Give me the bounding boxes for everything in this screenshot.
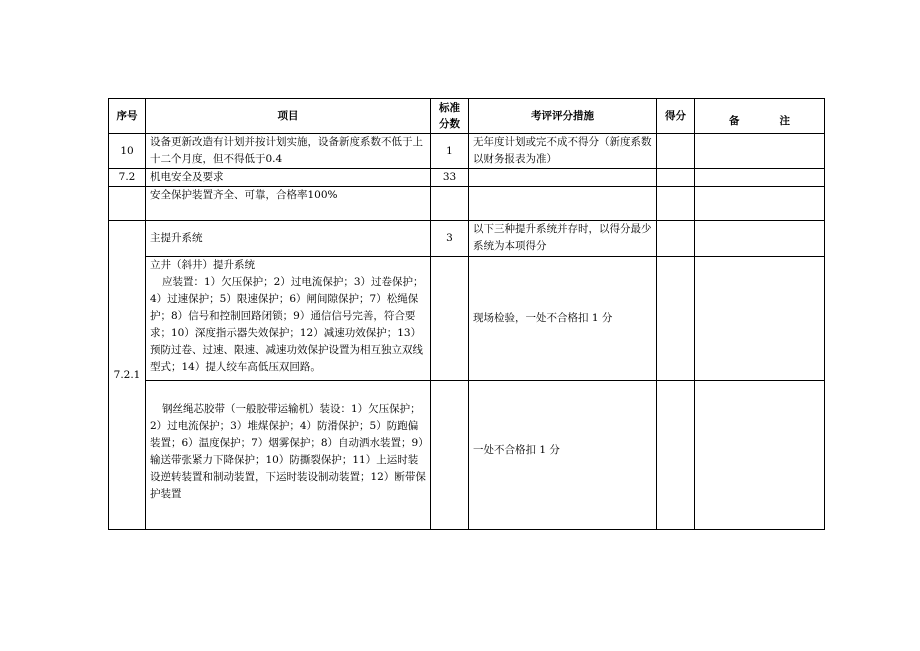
row-721-remark bbox=[695, 221, 825, 257]
row-721-seq: 7.2.1 bbox=[109, 221, 146, 530]
header-standard-points bbox=[431, 99, 469, 134]
header-remark bbox=[695, 99, 825, 134]
row-72a-score bbox=[657, 187, 695, 221]
table-row bbox=[109, 134, 825, 169]
row-72-points: 33 bbox=[431, 169, 469, 187]
row-belt-measure: 一处不合格扣 1 分 bbox=[469, 381, 657, 530]
row-belt-item bbox=[146, 381, 431, 530]
row-10-score bbox=[657, 134, 695, 169]
row-72-remark bbox=[695, 169, 825, 187]
shaft-title: 立井（斜井）提升系统 bbox=[150, 259, 255, 271]
table-row bbox=[109, 257, 825, 381]
belt-body: 钢丝绳芯胶带（一般胶带运输机）装设：1）欠压保护；2）过电流保护；3）堆煤保护；4）防滑保护；5）防跑偏装置；6）温度保护；7）烟雾保护；8）自动洒水装置；9）输送带张紧力下降保护；10）防撕裂保护；11）上运时装设逆转装置和制动装置，下运时装设制动装置；12）断带保护装置 bbox=[150, 403, 426, 500]
row-72a-measure bbox=[469, 187, 657, 221]
row-721-points: 3 bbox=[431, 221, 469, 257]
header-row bbox=[109, 99, 825, 134]
row-shaft-item bbox=[146, 257, 431, 381]
row-shaft-remark bbox=[695, 257, 825, 381]
row-10-remark bbox=[695, 134, 825, 169]
row-10-points: 1 bbox=[431, 134, 469, 169]
row-72-score bbox=[657, 169, 695, 187]
row-72-seq: 7.2 bbox=[109, 169, 146, 187]
row-10-item: 设备更新改造有计划并按计划实施，设备新度系数不低于上十二个月度，但不得低于0.4 bbox=[146, 134, 431, 169]
row-721-score bbox=[657, 221, 695, 257]
table-row bbox=[109, 221, 825, 257]
row-72a-remark bbox=[695, 187, 825, 221]
header-item: 项目 bbox=[146, 99, 431, 134]
header-standard-line1: 标准 bbox=[439, 102, 460, 114]
header-remark-b: 注 bbox=[779, 115, 790, 127]
row-shaft-measure: 现场检验，一处不合格扣 1 分 bbox=[469, 257, 657, 381]
row-72a-item: 安全保护装置齐全、可靠，合格率100% bbox=[146, 187, 431, 221]
header-remark-a: 备 bbox=[729, 115, 740, 127]
row-10-seq: 10 bbox=[109, 134, 146, 169]
row-721-item: 主提升系统 bbox=[146, 221, 431, 257]
shaft-body: 应装置：1）欠压保护；2）过电流保护；3）过卷保护；4）过速保护；5）限速保护；6）闸间隙保护；7）松绳保护；8）信号和控制回路闭锁；9）通信信号完善，符合要求；10）深度指示器失效保护；12）减速功效保护；13）预防过卷、过速、限速、减速功效保护设置为相互独立双线型式；14）提人绞车高低压双回路。 bbox=[150, 276, 424, 373]
row-72-item: 机电安全及要求 bbox=[146, 169, 431, 187]
row-72-measure bbox=[469, 169, 657, 187]
table-row bbox=[109, 381, 825, 530]
row-belt-score bbox=[657, 381, 695, 530]
table-row bbox=[109, 187, 825, 221]
row-shaft-points bbox=[431, 257, 469, 381]
header-measures: 考评评分措施 bbox=[469, 99, 657, 134]
header-score: 得分 bbox=[657, 99, 695, 134]
header-standard-line2: 分数 bbox=[439, 118, 460, 130]
evaluation-table bbox=[108, 98, 825, 530]
row-belt-points bbox=[431, 381, 469, 530]
row-72a-seq bbox=[109, 187, 146, 221]
header-seq: 序号 bbox=[109, 99, 146, 134]
table-row bbox=[109, 169, 825, 187]
row-belt-remark bbox=[695, 381, 825, 530]
row-72a-points bbox=[431, 187, 469, 221]
row-10-measure: 无年度计划或完不成不得分（新度系数以财务报表为准） bbox=[469, 134, 657, 169]
row-shaft-score bbox=[657, 257, 695, 381]
row-721-measure: 以下三种提升系统并存时，以得分最少系统为本项得分 bbox=[469, 221, 657, 257]
